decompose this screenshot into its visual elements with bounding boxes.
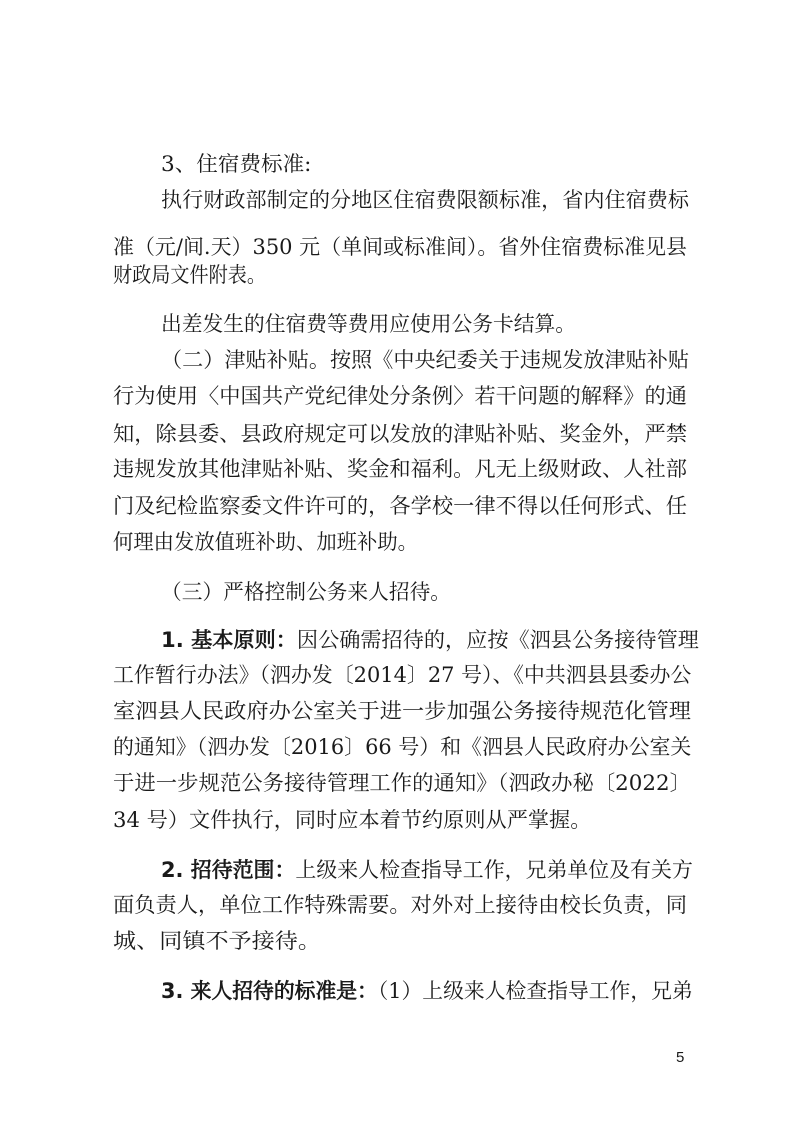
bold-heading: 1. 基本原则： <box>161 628 297 652</box>
text-line <box>113 769 691 797</box>
line-text: （1）上级来人检查指导工作，兄弟 <box>377 979 693 1003</box>
text-line <box>113 233 687 261</box>
text-line <box>161 977 693 1005</box>
line-text: 因公确需招待的，应按《泗县公务接待管理 <box>296 628 699 652</box>
line-text: 违规发放其他津贴补贴、奖金和福利。凡无上级财政、人社部 <box>113 457 687 481</box>
text-line <box>113 492 687 520</box>
text-line <box>113 733 691 761</box>
text-line <box>161 310 576 338</box>
line-text: （二）津贴补贴。按照《中央纪委关于违规发放津贴补贴 <box>161 348 689 372</box>
line-text: 上级来人检查指导工作，兄弟单位及有关方 <box>295 858 693 882</box>
line-text: 何理由发放值班补助、加班补助。 <box>113 530 418 554</box>
bold-heading: 3. 来人招待的标准是： <box>161 979 378 1003</box>
line-text: 出差发生的住宿费等费用应使用公务卡结算。 <box>161 312 576 336</box>
text-line <box>161 856 693 884</box>
line-text: 34 号）文件执行，同时应本着节约原则从严掌握。 <box>113 808 592 832</box>
text-line <box>161 186 689 214</box>
bold-heading: 2. 招待范围： <box>161 858 296 882</box>
line-text: 的通知》（泗办发〔2016〕66 号）和《泗县人民政府办公室关 <box>113 735 692 759</box>
text-line <box>161 578 451 606</box>
text-line <box>113 927 321 955</box>
line-text: 于进一步规范公务接待管理工作的通知》（泗政办秘〔2022〕 <box>113 771 691 795</box>
line-text: 执行财政部制定的分地区住宿费限额标准，省内住宿费标 <box>161 188 689 212</box>
text-line <box>161 626 699 654</box>
line-text: 知，除县委、县政府规定可以发放的津贴补贴、奖金外，严禁 <box>113 422 687 446</box>
line-text: 财政局文件附表。 <box>113 263 266 287</box>
text-line <box>113 420 687 448</box>
line-text: 工作暂行办法》（泗办发〔2014〕27 号）、《中共泗县县委办公 <box>113 663 692 687</box>
line-text: 行为使用〈中国共产党纪律处分条例〉若干问题的解释》的通 <box>113 384 687 408</box>
line-text: 面负责人，单位工作特殊需要。对外对上接待由校长负责，同 <box>113 893 687 917</box>
text-line <box>161 150 311 178</box>
text-line <box>113 261 266 289</box>
text-line <box>161 346 689 374</box>
text-line <box>113 455 687 483</box>
text-line <box>113 382 687 410</box>
text-line <box>113 891 687 919</box>
text-line <box>113 528 418 556</box>
text-line <box>113 697 691 725</box>
text-line <box>113 806 591 834</box>
line-text: 城、同镇不予接待。 <box>113 929 321 953</box>
text-line <box>113 661 691 689</box>
line-text: 门及纪检监察委文件许可的，各学校一律不得以任何形式、任 <box>113 494 687 518</box>
line-text: （三）严格控制公务来人招待。 <box>161 580 451 604</box>
line-text: 室泗县人民政府办公室关于进一步加强公务接待规范化管理 <box>113 699 691 723</box>
page-number: 5 <box>676 1049 685 1066</box>
line-text: 准（元/间.天）350 元（单间或标准间）。省外住宿费标准见县 <box>113 235 688 259</box>
line-text: 3、住宿费标准: <box>161 152 312 176</box>
